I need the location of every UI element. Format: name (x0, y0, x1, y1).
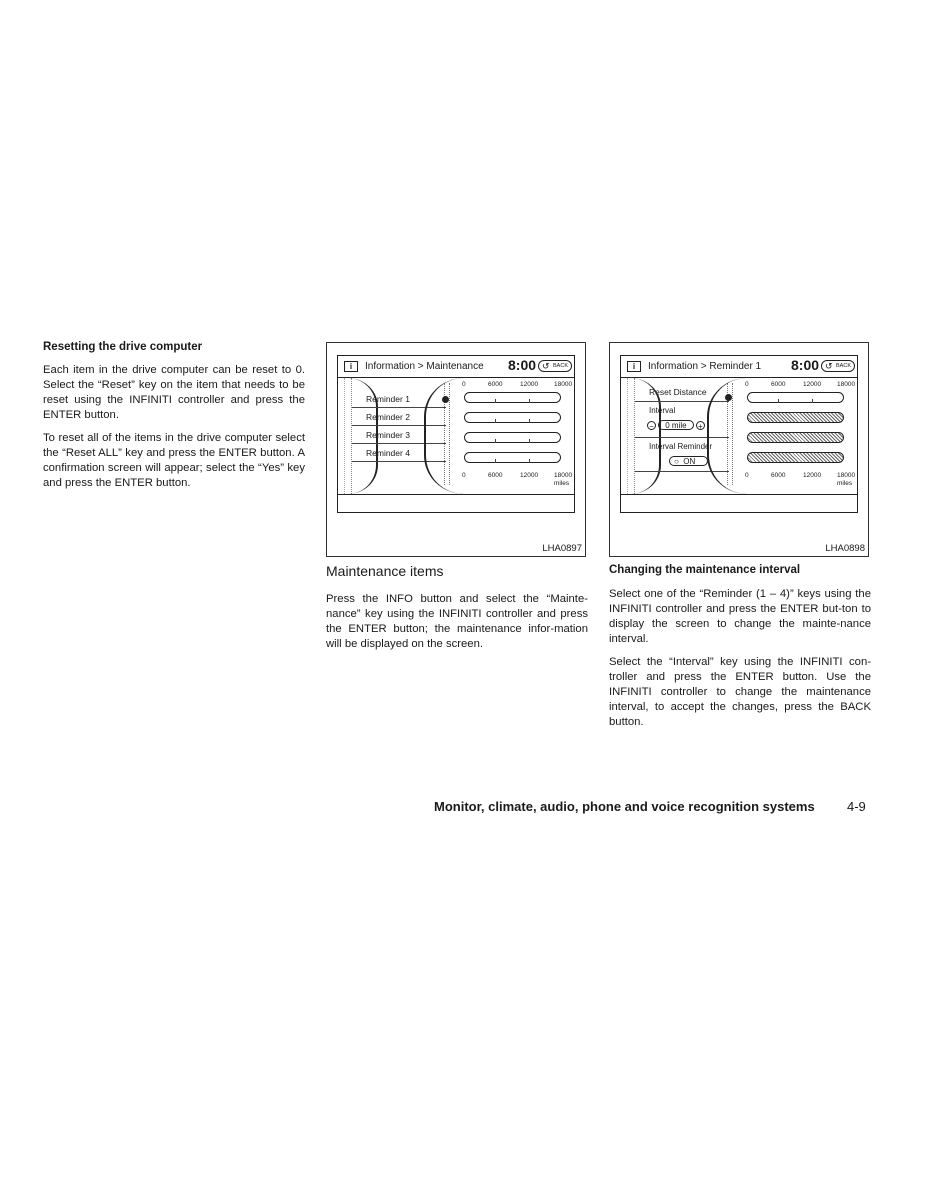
tick-label: 0 (462, 472, 466, 479)
paragraph: Select the “Interval” key using the INFINITI con-troller and press the ENTER button. Use the INFINITI controller to change the maintenance interval, to accept the changes, press the BACK button. (609, 656, 871, 728)
minus-icon[interactable]: − (647, 421, 656, 430)
tick-label: 18000 (837, 381, 856, 388)
tick-label: 0 (462, 381, 466, 388)
decorative-border (627, 378, 629, 494)
interval-stepper[interactable] (647, 420, 705, 430)
decorative-curve (424, 378, 464, 494)
back-label: BACK (836, 363, 851, 369)
tick-label: 12000 (803, 472, 822, 479)
progress-bar-reminder-2 (464, 412, 561, 423)
reminder-state: ON (683, 457, 696, 466)
running-footer: Monitor, climate, audio, phone and voice recognition systems (434, 799, 815, 814)
right-column (609, 563, 871, 738)
paragraph: To reset all of the items in the drive computer select the “Reset ALL” key and press the ENTER button. A confirmation screen will appear; select the “Yes” key and press the ENTER button. (43, 432, 305, 489)
decorative-curve (707, 378, 747, 494)
tick-label: 6000 (488, 472, 503, 479)
interval-label: Interval (649, 406, 676, 415)
back-label: BACK (553, 363, 568, 369)
display-screen (337, 355, 575, 513)
back-arrow-icon: ↺ (825, 361, 833, 371)
display-screen (620, 355, 858, 513)
tick-label: 0 (745, 381, 749, 388)
info-icon: i (627, 361, 641, 372)
tick-label: 0 (745, 472, 749, 479)
menu-item-reminder-2[interactable]: Reminder 2 (352, 408, 446, 426)
clock: 8:00 (791, 357, 820, 373)
screen-title: Information > Reminder 1 (648, 361, 762, 372)
tick-label: 18000 (837, 472, 856, 479)
menu-item-reminder-1[interactable]: Reminder 1 (352, 390, 446, 408)
progress-bar-disabled (747, 412, 844, 423)
menu-item-reminder-3[interactable]: Reminder 3 (352, 426, 446, 444)
section-heading-reset: Resetting the drive computer (43, 341, 203, 353)
interval-reminder-toggle[interactable] (669, 456, 708, 466)
menu-item-reset-distance[interactable]: Reset Distance (635, 382, 729, 402)
figure-maintenance-screen (326, 342, 586, 557)
progress-bar-reset-distance (747, 392, 844, 403)
unit-label: miles (837, 480, 853, 487)
unit-label: miles (554, 480, 570, 487)
paragraph: Each item in the drive computer can be reset to 0. Select the “Reset” key on the item that needs to be reset using the INFINITI controller and press the ENTER button. (43, 364, 305, 421)
progress-bar-reminder-4 (464, 452, 561, 463)
paragraph: Press the INFO button and select the “Mainte-nance” key using the INFINITI controller and press the ENTER button; the maintenance infor-mation will be displayed on the screen. (326, 593, 588, 650)
progress-bar-reminder-3 (464, 432, 561, 443)
progress-bar-disabled (747, 432, 844, 443)
tick-label: 6000 (771, 472, 786, 479)
screen-footer (338, 494, 574, 513)
tick-label: 18000 (554, 472, 573, 479)
screen-header (338, 356, 574, 378)
back-button[interactable] (821, 360, 855, 372)
paragraph: Select one of the “Reminder (1 – 4)” keys using the INFINITI controller and press the ENTER but-ton to display the screen to change the mainte-nance interval. (609, 588, 871, 645)
section-heading-maintenance: Maintenance items (326, 563, 444, 579)
figure-reminder-screen (609, 342, 869, 557)
reminder-toggle[interactable] (669, 456, 708, 466)
tick-label: 12000 (520, 472, 539, 479)
middle-column (326, 562, 588, 660)
figure-code: LHA0898 (825, 543, 865, 554)
info-icon: i (344, 361, 358, 372)
tick-label: 12000 (803, 381, 822, 388)
back-arrow-icon: ↺ (542, 361, 550, 371)
plus-icon[interactable]: + (696, 421, 705, 430)
interval-value: 0 mile (658, 420, 693, 430)
tick-label: 18000 (554, 381, 573, 388)
section-heading-interval: Changing the maintenance interval (609, 564, 801, 576)
figure-code: LHA0897 (542, 543, 582, 554)
tick-label: 6000 (771, 381, 786, 388)
tick-label: 6000 (488, 381, 503, 388)
menu-item-reminder-4[interactable]: Reminder 4 (352, 444, 446, 462)
decorative-border (344, 378, 346, 494)
tick-label: 12000 (520, 381, 539, 388)
interval-reminder-label: Interval Reminder (649, 442, 713, 451)
left-column (43, 340, 305, 499)
progress-bar-reminder-1 (464, 392, 561, 403)
radio-circle-icon: ○ (674, 457, 679, 466)
progress-bar-disabled (747, 452, 844, 463)
page-number: 4-9 (847, 799, 866, 814)
screen-title: Information > Maintenance (365, 361, 484, 372)
clock: 8:00 (508, 357, 537, 373)
screen-footer (621, 494, 857, 513)
back-button[interactable] (538, 360, 572, 372)
screen-header (621, 356, 857, 378)
